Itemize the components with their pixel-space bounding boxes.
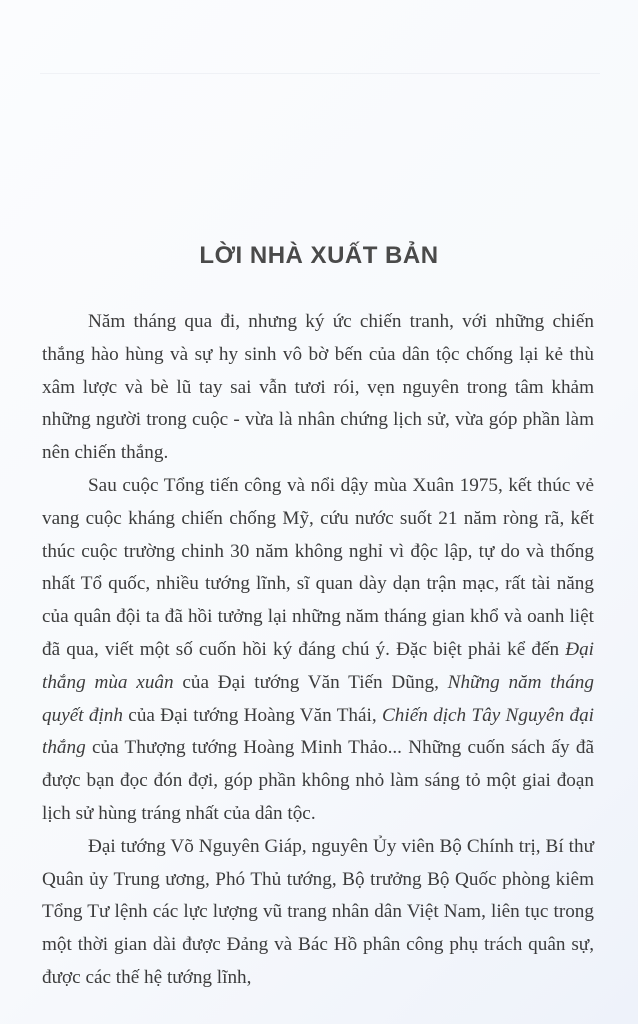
bleed-through-text — [40, 98, 600, 202]
book-title-dai-thang-mua-xuan: Đại thắng mùa xuân — [42, 638, 594, 693]
paragraph-1-text: Năm tháng qua đi, nhưng ký ức chiến tranh, với những chiến thắng hào hùng và sự hy sinh vô bờ bến của dân tộc chống lại kẻ thù xâm lược và bè lũ tay sai vẫn tươi rói, vẹn nguyên trong tâm khảm những người trong cuộc - vừa là nhân chứng lịch sử, vừa góp phần làm nên chiến thắng. — [42, 311, 594, 464]
paragraph-2-text-c: của Đại tướng Hoàng Văn Thái, — [122, 704, 382, 726]
paragraph-2-text-d: của Thượng tướng Hoàng Minh Thảo... Những cuốn sách ấy đã được bạn đọc đón đợi, góp phần không nhỏ làm sáng tỏ một giai đoạn lịch sử hùng tráng nhất của dân tộc. — [42, 737, 594, 824]
paragraph-2-text-a: Sau cuộc Tổng tiến công và nổi dậy mùa Xuân 1975, kết thúc vẻ vang cuộc kháng chiến chống Mỹ, cứu nước suốt 21 năm ròng rã, kết thúc cuộc trường chinh 30 năm không nghỉ vì độc lập, tự do và thống nhất Tổ quốc, nhiều tướng lĩnh, sĩ quan dày dạn trận mạc, rất tài năng của quân đội ta đã hồi tưởng lại những năm tháng gian khổ và oanh liệt đã qua, viết một số cuốn hồi ký đáng chú ý. Đặc biệt phải kể đến — [42, 474, 594, 660]
paragraph-2-text-b: của Đại tướng Văn Tiến Dũng, — [173, 671, 448, 693]
paragraph-1 — [42, 306, 594, 470]
paragraph-3 — [42, 831, 594, 995]
book-title-nhung-nam-thang-quyet-dinh: Những năm tháng quyết định — [42, 671, 594, 726]
page-title: LỜI NHÀ XUẤT BẢN — [199, 242, 439, 270]
body-text — [42, 306, 594, 995]
paragraph-3-text: Đại tướng Võ Nguyên Giáp, nguyên Ủy viên Bộ Chính trị, Bí thư Quân ủy Trung ương, Phó Thủ tướng, Bộ trưởng Bộ Quốc phòng kiêm Tổng Tư lệnh các lực lượng vũ trang nhân dân Việt Nam, liên tục trong một thời gian dài được Đảng và Bác Hồ phân công phụ trách quân sự, được các thế hệ tướng lĩnh, — [42, 835, 594, 988]
book-title-chien-dich-tay-nguyen: Chiến dịch Tây Nguyên đại thắng — [42, 704, 595, 759]
paragraph-2 — [42, 470, 594, 831]
bleed-through-header — [40, 52, 600, 74]
